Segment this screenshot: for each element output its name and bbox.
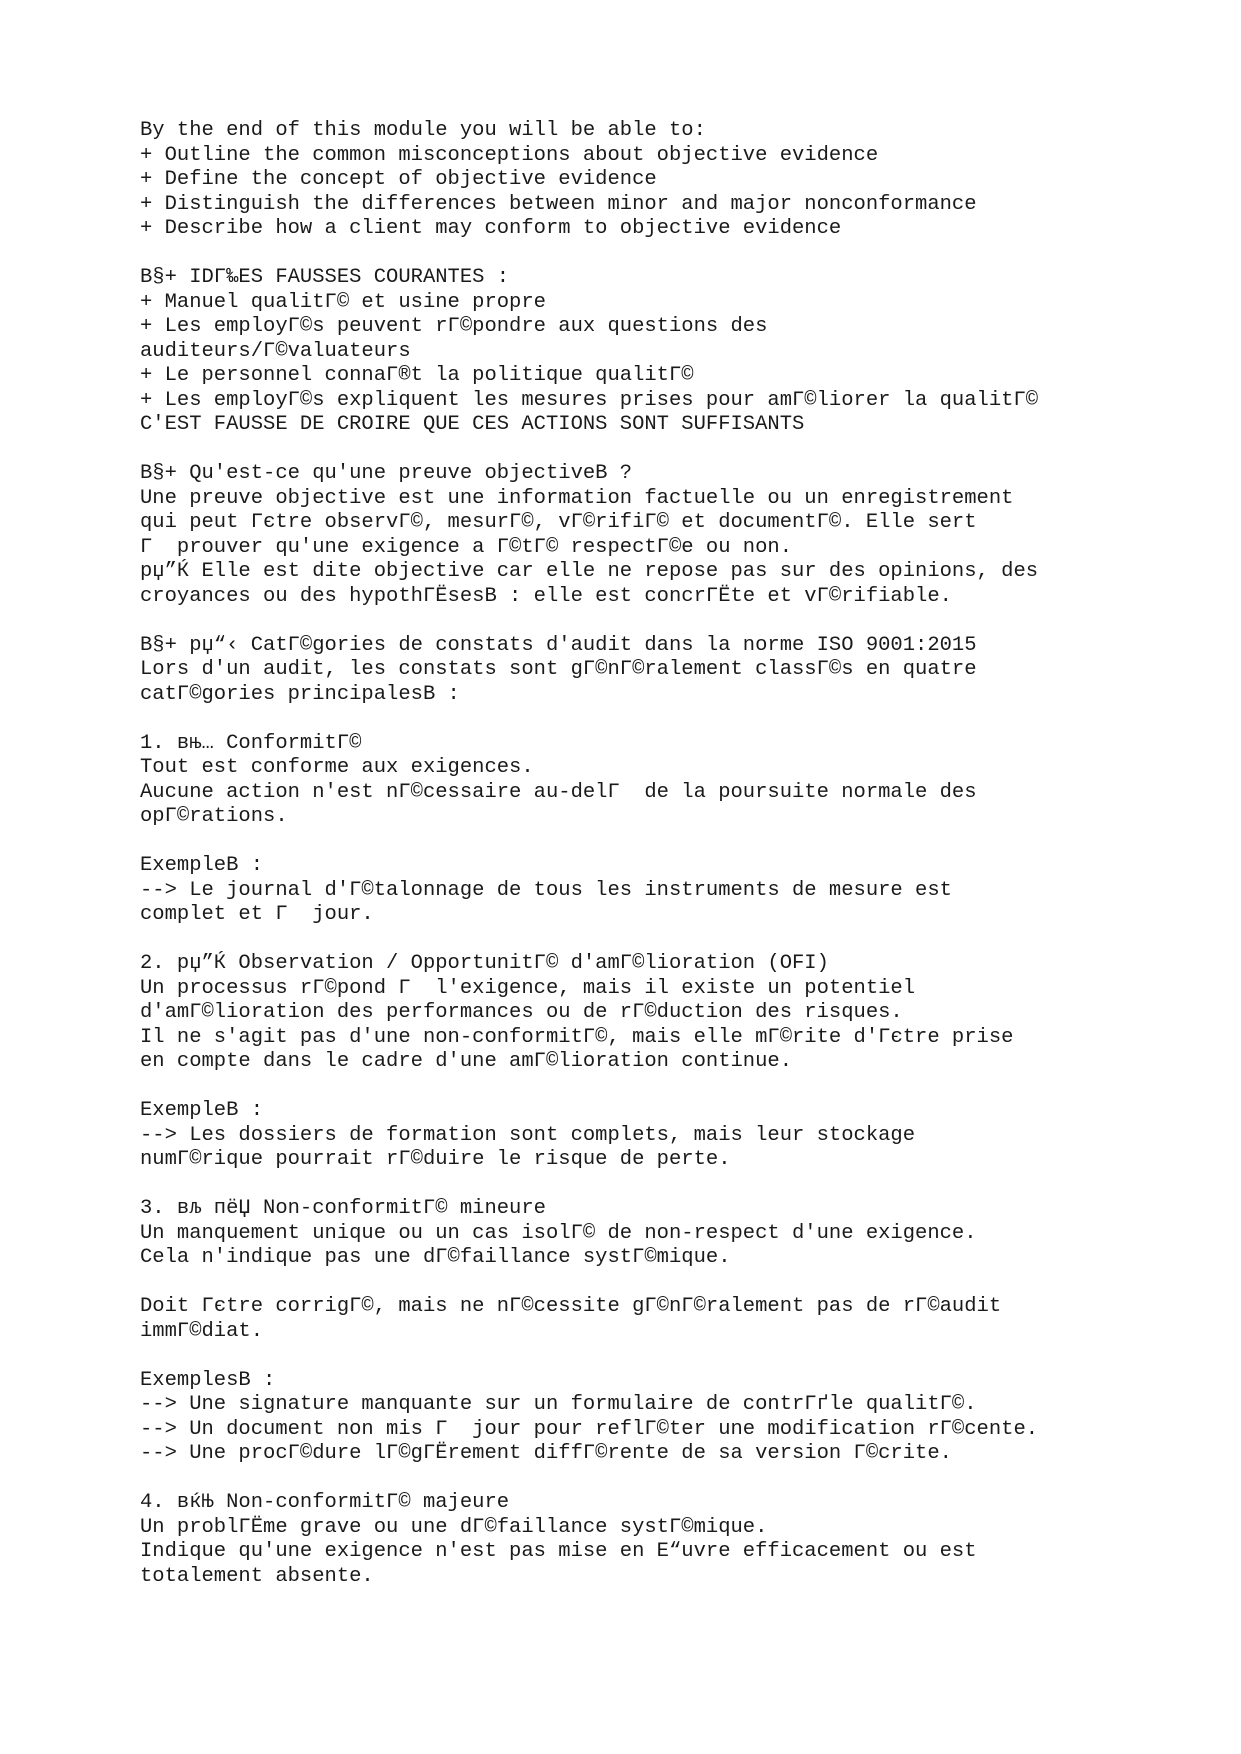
text-line: Indique qu'une exigence n'est pas mise en Е“uvre efficacement ou est [140,1540,977,1563]
text-line: Cela n'indique pas une dΓ©faillance systΓ©mique. [140,1246,731,1269]
blank-line [140,438,1200,463]
text-line: immΓ©diat. [140,1319,264,1343]
text-line: ExempleB : [140,1099,264,1122]
text-line: complet et Γ jour. [140,903,374,926]
blank-line [140,242,1200,267]
text-line: opΓ©rations. [140,805,288,828]
text-line: + Manuel qualitΓ© et usine propre [140,290,546,314]
text-line: d'amΓ©lioration des performances ou de rΓ©duction des risques. [140,1001,903,1024]
text-line: Un processus rΓ©pond Γ l'exigence, mais il existe un potentiel [140,976,916,1000]
text-line: Tout est conforme aux exigences. [140,756,534,779]
text-line: --> Le journal d'Γ©talonnage de tous les instruments de mesure est [140,878,952,902]
blank-line [140,1173,1200,1198]
text-line: qui peut Γєtre observΓ©, mesurΓ©, vΓ©rifiΓ© et documentΓ©. Elle sert [140,511,977,534]
text-line: B§+ IDΓ‰ES FAUSSES COURANTES : [140,266,510,289]
text-line: Il ne s'agit pas d'une non-conformitΓ©, mais elle mΓ©rite d'Γєtre prise [140,1025,1014,1049]
text-line: en compte dans le cadre d'une amΓ©lioration continue. [140,1050,793,1073]
text-line: Lors d'un audit, les constats sont gΓ©nΓ©ralement classΓ©s en quatre [140,658,977,681]
text-line: auditeurs/Γ©valuateurs [140,339,411,363]
text-line: 2. рџ”Ќ Observation / OpportunitΓ© d'amΓ©lioration (OFI) [140,952,829,975]
text-line: --> Une signature manquante sur un formulaire de contrΓґle qualitΓ©. [140,1393,977,1416]
text-line: --> Un document non mis Γ jour pour reflΓ©ter une modification rΓ©cente. [140,1417,1039,1441]
text-line: 1. вњ… ConformitΓ© [140,731,362,755]
text-line: Γ prouver qu'une exigence a Γ©tΓ© respectΓ©e ou non. [140,535,793,559]
text-line: + Les employΓ©s expliquent les mesures prises pour amΓ©liorer la qualitΓ© [140,388,1039,412]
text-line: By the end of this module you will be able to: [140,119,706,142]
text-line: 3. вљ пёЏ Non-conformitΓ© mineure [140,1197,546,1220]
blank-line [140,1075,1200,1100]
text-line: C'EST FAUSSE DE CROIRE QUE CES ACTIONS SONT SUFFISANTS [140,413,805,436]
text-line: + Describe how a client may conform to objective evidence [140,217,842,240]
text-line: --> Une procΓ©dure lΓ©gΓЁrement diffΓ©rente de sa version Γ©crite. [140,1442,952,1465]
text-line: catΓ©gories principalesB : [140,682,460,706]
text-line: + Distinguish the differences between minor and major nonconformance [140,192,977,216]
text-line: рџ”Ќ Elle est dite objective car elle ne repose pas sur des opinions, des [140,560,1039,583]
text-line: + Le personnel connaΓ®t la politique qualitΓ© [140,364,694,387]
blank-line [140,1271,1200,1296]
document-page [140,119,1200,1589]
blank-line [140,609,1200,634]
text-line: croyances ou des hypothΓЁsesB : elle est concrΓЁte et vΓ©rifiable. [140,584,952,608]
text-line: Doit Γєtre corrigΓ©, mais ne nΓ©cessite gΓ©nΓ©ralement pas de rΓ©audit [140,1295,1002,1318]
blank-line [140,1344,1200,1369]
text-line: Un manquement unique ou un cas isolΓ© de non-respect d'une exigence. [140,1221,977,1245]
blank-line [140,830,1200,855]
blank-line [140,707,1200,732]
blank-line [140,1467,1200,1492]
text-line: Une preuve objective est une information factuelle ou un enregistrement [140,486,1014,510]
text-line: --> Les dossiers de formation sont complets, mais leur stockage [140,1123,916,1147]
text-line: ExemplesB : [140,1368,276,1392]
text-line: Un problΓЁme grave ou une dΓ©faillance systΓ©mique. [140,1515,768,1539]
text-line: numΓ©rique pourrait rΓ©duire le risque de perte. [140,1148,731,1171]
text-line: + Les employΓ©s peuvent rΓ©pondre aux questions des [140,315,768,338]
blank-line [140,928,1200,953]
text-line: totalement absente. [140,1564,374,1588]
text-line: B§+ рџ“‹ CatΓ©gories de constats d'audit dans la norme ISO 9001:2015 [140,633,977,657]
text-line: 4. вќЊ Non-conformitΓ© majeure [140,1491,510,1514]
text-line: ExempleB : [140,854,264,877]
text-line: + Outline the common misconceptions about objective evidence [140,143,879,167]
text-line: B§+ Qu'est-ce qu'une preuve objectiveB ? [140,462,633,485]
text-line: + Define the concept of objective evidence [140,168,657,191]
text-line: Aucune action n'est nΓ©cessaire au-delΓ de la poursuite normale des [140,780,977,804]
